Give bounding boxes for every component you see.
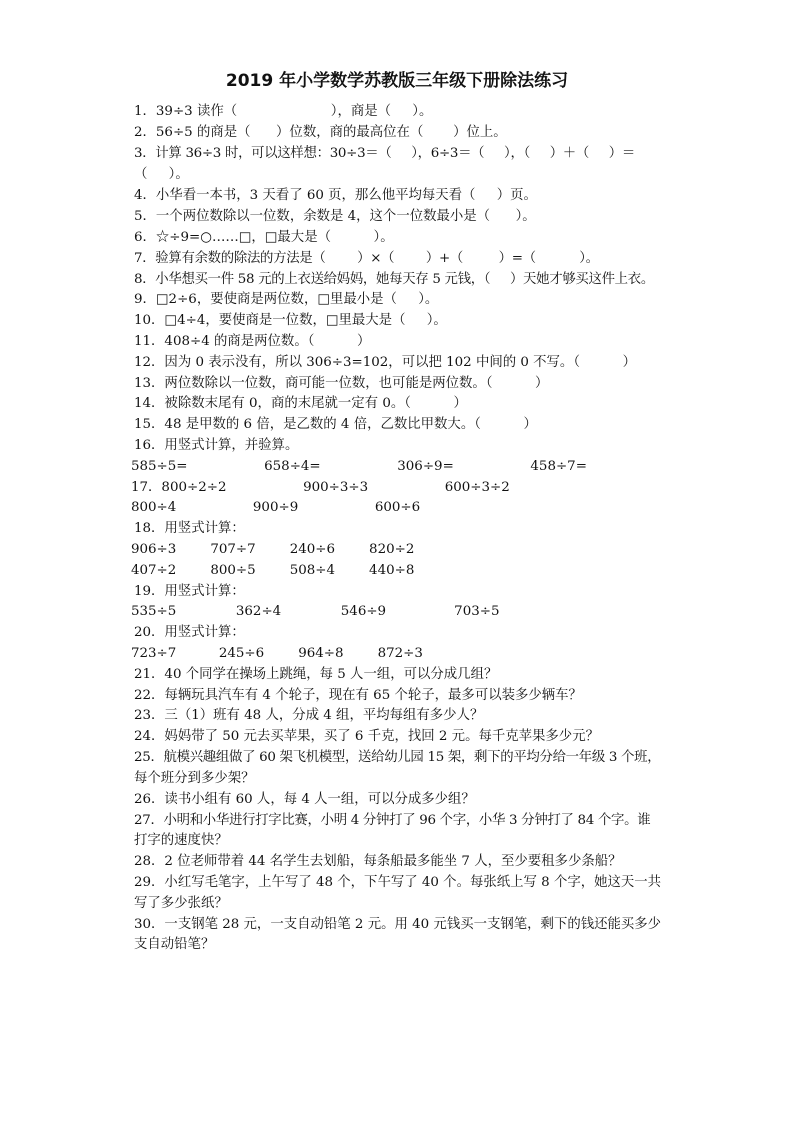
question-1: 1．39÷3 读作（ ），商是（ ）。 — [134, 104, 433, 119]
q19-problems: 535÷5 362÷4 546÷9 703÷5 — [131, 604, 500, 619]
question-29-cont: 写了多少张纸？ — [134, 896, 228, 911]
question-27-cont: 打字的速度快？ — [134, 833, 228, 848]
question-25-cont: 每个班分到多少架？ — [134, 771, 255, 786]
question-29: 29．小红写毛笔字，上午写了 48 个，下午写了 40 个。每张纸上写 8 个字，她这天一共 — [134, 875, 662, 890]
question-3: 3．计算 36÷3 时，可以这样想：30÷3＝（ ），6÷3＝（ ），（ ）＋（ ）＝ — [134, 146, 635, 161]
q20-problems: 723÷7 245÷6 964÷8 872÷3 — [131, 646, 423, 661]
question-24: 24．妈妈带了 50 元去买苹果，买了 6 千克，找回 2 元。每千克苹果多少元？ — [134, 729, 599, 744]
question-19: 19．用竖式计算： — [134, 584, 245, 599]
question-4: 4．小华看一本书，3 天看了 60 页，那么他平均每天看（ ）页。 — [134, 188, 537, 203]
question-22: 22．每辆玩具汽车有 4 个轮子，现在有 65 个轮子，最多可以装多少辆车？ — [134, 688, 582, 703]
question-3-cont: （ ）。 — [134, 167, 189, 182]
question-5: 5．一个两位数除以一位数，余数是 4，这个一位数最小是（ ）。 — [134, 209, 536, 224]
question-14: 14．被除数末尾有 0，商的末尾就一定有 0。（ ） — [134, 396, 467, 411]
question-15: 15．48 是甲数的 6 倍，是乙数的 4 倍，乙数比甲数大。（ ） — [134, 417, 537, 432]
question-28: 28．2 位老师带着 44 名学生去划船，每条船最多能坐 7 人，至少要租多少条船？ — [134, 854, 622, 869]
question-9: 9．□2÷6，要使商是两位数，□里最小是（ ）。 — [134, 292, 439, 307]
q17-problems: 800÷4 900÷9 600÷6 — [131, 500, 421, 515]
question-20: 20．用竖式计算： — [134, 625, 245, 640]
question-2: 2．56÷5 的商是（ ）位数，商的最高位在（ ）位上。 — [134, 125, 507, 140]
question-17: 17．800÷2÷2 900÷3÷3 600÷3÷2 — [131, 480, 510, 495]
q18-problems-row1: 906÷3 707÷7 240÷6 820÷2 — [131, 542, 415, 557]
question-7: 7．验算有余数的除法的方法是（ ）×（ ）+（ ）=（ ）。 — [134, 251, 599, 266]
question-26: 26．读书小组有 60 人，每 4 人一组，可以分成多少组？ — [134, 792, 475, 807]
question-10: 10．□4÷4，要使商是一位数，□里最大是（ ）。 — [134, 313, 447, 328]
question-13: 13．两位数除以一位数，商可能一位数，也可能是两位数。（ ） — [134, 376, 549, 391]
question-11: 11．408÷4 的商是两位数。（ ） — [134, 334, 371, 349]
question-25: 25．航模兴趣组做了 60 架飞机模型，送给幼儿园 15 架，剩下的平均分给一年级 3 个班， — [134, 750, 661, 765]
question-21: 21．40 个同学在操场上跳绳，每 5 人一组，可以分成几组？ — [134, 667, 498, 682]
question-18: 18．用竖式计算： — [134, 521, 245, 536]
question-8: 8．小华想买一件 58 元的上衣送给妈妈，她每天存 5 元钱，（ ）天她才够买这件上衣。 — [134, 272, 654, 287]
page-title: 2019 年小学数学苏教版三年级下册除法练习 — [225, 71, 569, 91]
question-16: 16．用竖式计算，并验算。 — [134, 438, 299, 453]
question-6: 6．☆÷9=○……□，□最大是（ ）。 — [134, 230, 394, 245]
question-27: 27．小明和小华进行打字比赛，小明 4 分钟打了 96 个字，小华 3 分钟打了 84 个字。谁 — [134, 813, 651, 828]
question-23: 23．三（1）班有 48 人，分成 4 组，平均每组有多少人？ — [134, 708, 484, 723]
q16-problems: 585÷5= 658÷4= 306÷9= 458÷7= — [131, 459, 587, 474]
question-30-cont: 支自动铅笔？ — [134, 937, 215, 952]
question-30: 30．一支钢笔 28 元，一支自动铅笔 2 元。用 40 元钱买一支钢笔，剩下的钱还能买多少 — [134, 917, 662, 932]
q18-problems-row2: 407÷2 800÷5 508÷4 440÷8 — [131, 563, 415, 578]
question-12: 12．因为 0 表示没有，所以 306÷3=102，可以把 102 中间的 0 不写。（ ） — [134, 355, 636, 370]
